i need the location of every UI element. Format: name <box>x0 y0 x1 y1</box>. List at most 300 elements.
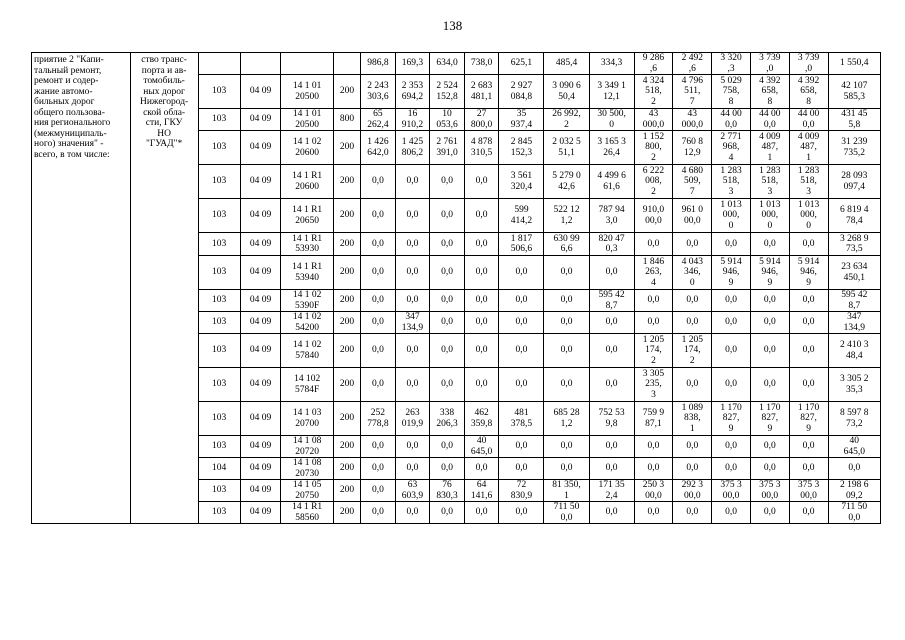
cell-value: 04 09 <box>249 463 272 474</box>
cell-value: 44 00 0,0 <box>720 109 742 130</box>
table-cell <box>789 75 828 109</box>
table-cell <box>198 368 240 402</box>
cell-value: 14 1 R1 58560 <box>292 502 323 523</box>
table-cell <box>544 458 589 480</box>
table-cell <box>544 75 589 109</box>
table-cell <box>333 53 360 75</box>
table-cell <box>430 368 465 402</box>
cell-value: 35 937,4 <box>510 109 533 130</box>
table-cell <box>589 109 634 131</box>
table-cell <box>589 131 634 165</box>
cell-value: 1 283 518, 3 <box>720 165 742 197</box>
table-cell <box>464 334 499 368</box>
cell-value: 169,3 <box>401 58 424 69</box>
table-cell <box>789 109 828 131</box>
table-cell <box>499 312 544 334</box>
table-cell <box>361 368 396 402</box>
cell-value: 0,0 <box>605 441 618 452</box>
table-cell <box>281 402 333 436</box>
table-cell <box>395 53 430 75</box>
cell-value: 0,0 <box>515 267 528 278</box>
page-number: 138 <box>442 18 463 33</box>
table-cell <box>712 502 751 524</box>
table-cell <box>240 290 281 312</box>
table-cell <box>499 480 544 502</box>
table-cell <box>789 256 828 290</box>
table-cell <box>240 402 281 436</box>
table-cell <box>634 290 673 312</box>
cell-value: 630 99 6,6 <box>553 233 580 254</box>
cell-value: 5 914 946, 9 <box>797 256 820 288</box>
table-cell <box>333 502 360 524</box>
table-cell <box>634 480 673 502</box>
table-cell <box>333 75 360 109</box>
table-cell <box>544 480 589 502</box>
cell-value: 3 268 9 73,5 <box>840 233 869 254</box>
table-cell <box>589 436 634 458</box>
cell-value: 14 1 03 20700 <box>292 408 322 429</box>
cell-value: 14 1 08 20730 <box>292 458 322 479</box>
table-cell <box>750 109 789 131</box>
cell-value: 595 42 8,7 <box>598 290 625 311</box>
table-cell <box>673 131 712 165</box>
table-cell <box>544 312 589 334</box>
table-cell <box>281 458 333 480</box>
table-cell <box>281 502 333 524</box>
cell-value: 5 914 946, 9 <box>759 256 781 288</box>
table-cell <box>464 199 499 233</box>
table-cell <box>464 458 499 480</box>
cell-value: 04 09 <box>249 379 272 390</box>
total-row <box>32 53 881 75</box>
cell-value: 200 <box>339 317 355 328</box>
cell-value: 1 170 827, 9 <box>797 402 820 434</box>
cell-value: 04 09 <box>249 507 272 518</box>
cell-value: 0,0 <box>725 507 737 518</box>
table-cell <box>198 109 240 131</box>
table-cell <box>544 290 589 312</box>
table-cell <box>634 256 673 290</box>
cell-value: 0,0 <box>515 295 528 306</box>
table-cell <box>430 312 465 334</box>
table-cell <box>712 199 751 233</box>
cell-value: 30 500, 0 <box>597 109 626 130</box>
table-cell <box>712 75 751 109</box>
table-cell <box>634 165 673 199</box>
table-cell <box>589 334 634 368</box>
cell-value: 0,0 <box>475 295 488 306</box>
cell-value: 200 <box>339 507 355 518</box>
table-cell <box>750 131 789 165</box>
cell-value: 263 019,9 <box>401 408 424 429</box>
cell-value: 04 09 <box>249 345 272 356</box>
cell-value: 14 1 R1 53930 <box>292 233 323 254</box>
cell-value: 0,0 <box>406 295 419 306</box>
cell-value: 0,0 <box>406 176 419 187</box>
table-cell <box>589 165 634 199</box>
cell-value: 43 000,0 <box>642 109 665 130</box>
table-cell <box>634 131 673 165</box>
table-cell <box>828 233 881 256</box>
cell-value: 4 796 511, 7 <box>681 75 703 107</box>
cell-value: 0,0 <box>515 463 528 474</box>
table-cell <box>281 233 333 256</box>
cell-value: 0,0 <box>605 317 618 328</box>
cell-value: 65 262,4 <box>367 109 389 130</box>
table-cell <box>712 334 751 368</box>
table-cell <box>333 458 360 480</box>
table-cell <box>789 233 828 256</box>
table-cell <box>634 312 673 334</box>
table-cell <box>589 290 634 312</box>
table-cell <box>673 480 712 502</box>
table-cell <box>198 334 240 368</box>
table-cell <box>673 165 712 199</box>
table-cell <box>712 402 751 436</box>
table-cell <box>828 165 881 199</box>
table-cell <box>712 290 751 312</box>
table-cell <box>828 458 881 480</box>
table-cell <box>198 436 240 458</box>
cell-value: 1 283 518, 3 <box>759 165 781 197</box>
table-cell <box>361 199 396 233</box>
cell-value: 0,0 <box>763 295 776 306</box>
table-cell <box>789 334 828 368</box>
cell-value: 3 739 ,0 <box>759 53 781 74</box>
cell-value: 3 349 1 12,1 <box>597 81 626 102</box>
cell-value: 200 <box>339 441 355 452</box>
table-cell <box>544 233 589 256</box>
cell-value: 0,0 <box>475 267 488 278</box>
table-cell <box>281 334 333 368</box>
table-cell <box>499 502 544 524</box>
cell-value: 23 634 450,1 <box>841 262 868 283</box>
table-cell <box>333 109 360 131</box>
cell-value: 0,0 <box>802 379 815 390</box>
table-cell <box>198 53 240 75</box>
table-cell <box>281 368 333 402</box>
table-cell <box>198 502 240 524</box>
table-cell <box>828 402 881 436</box>
cell-value: 200 <box>339 379 355 390</box>
table-cell <box>828 368 881 402</box>
cell-value: 103 <box>211 210 227 221</box>
cell-value: 14 102 5784F <box>294 374 321 395</box>
cell-value: 2 492 ,6 <box>681 53 703 74</box>
table-cell <box>712 312 751 334</box>
table-cell <box>240 436 281 458</box>
cell-value: 28 093 097,4 <box>841 171 868 192</box>
cell-value: 2 771 968, 4 <box>720 131 742 163</box>
cell-value: 14 1 08 20720 <box>292 436 322 457</box>
table-cell <box>750 165 789 199</box>
table-cell <box>333 131 360 165</box>
table-cell <box>198 256 240 290</box>
cell-value: 711 50 0,0 <box>841 502 868 523</box>
table-cell <box>789 368 828 402</box>
cell-value: 2 032 5 51,1 <box>552 137 581 158</box>
cell-value: 910,0 00,0 <box>642 205 665 226</box>
cell-value: 103 <box>211 507 227 518</box>
cell-value: 0,0 <box>802 295 815 306</box>
cell-value: 0,0 <box>441 379 453 390</box>
cell-value: 04 09 <box>249 142 272 153</box>
table-cell <box>673 312 712 334</box>
cell-value: 0,0 <box>515 345 528 356</box>
cell-value: 0,0 <box>441 210 453 221</box>
cell-value: 0,0 <box>371 463 384 474</box>
cell-value: 14 1 01 20500 <box>292 81 322 102</box>
cell-value: 1 013 000, 0 <box>797 199 820 231</box>
table-cell <box>464 256 499 290</box>
table-cell <box>589 502 634 524</box>
cell-value: 0,0 <box>406 507 419 518</box>
table-cell <box>750 312 789 334</box>
table-cell <box>198 290 240 312</box>
table-cell <box>544 199 589 233</box>
cell-value: 42 107 585,3 <box>841 81 868 102</box>
cell-value: 103 <box>211 86 227 97</box>
table-cell <box>333 256 360 290</box>
table-cell <box>430 480 465 502</box>
table-cell <box>634 502 673 524</box>
cell-value: 0,0 <box>441 345 453 356</box>
cell-value: 14 1 R1 20600 <box>292 171 323 192</box>
table-cell <box>673 436 712 458</box>
cell-value: 14 1 01 20500 <box>292 109 322 130</box>
table-cell <box>499 290 544 312</box>
cell-value: 759 9 87,1 <box>642 408 665 429</box>
table-cell <box>712 165 751 199</box>
cell-value: 5 279 0 42,6 <box>552 171 581 192</box>
cell-value: 0,0 <box>802 441 815 452</box>
table-cell <box>828 334 881 368</box>
cell-value: 4 680 509, 7 <box>681 165 703 197</box>
cell-value: 0,0 <box>371 295 384 306</box>
table-cell <box>828 109 881 131</box>
table-cell <box>544 53 589 75</box>
cell-value: 0,0 <box>725 463 737 474</box>
cell-value: 6 819 4 78,4 <box>840 205 869 226</box>
table-cell <box>589 312 634 334</box>
cell-value: 200 <box>339 176 355 187</box>
cell-value: 4 392 658, 8 <box>759 75 781 107</box>
table-cell <box>544 502 589 524</box>
cell-value: 0,0 <box>371 441 384 452</box>
table-cell <box>240 368 281 402</box>
table-cell <box>198 199 240 233</box>
cell-value: 0,0 <box>371 345 384 356</box>
cell-value: 0,0 <box>725 317 737 328</box>
table-cell <box>464 165 499 199</box>
table-cell <box>634 368 673 402</box>
cell-value: 752 53 9,8 <box>598 408 625 429</box>
cell-value: 0,0 <box>371 317 384 328</box>
table-cell <box>464 402 499 436</box>
cell-value: 0,0 <box>441 176 453 187</box>
cell-value: 200 <box>339 86 355 97</box>
cell-value: 10 053,6 <box>436 109 458 130</box>
cell-value: 961 0 00,0 <box>681 205 703 226</box>
table-cell <box>361 109 396 131</box>
cell-value: 0,0 <box>406 267 419 278</box>
cell-value: 0,0 <box>647 441 660 452</box>
cell-value: 200 <box>339 345 355 356</box>
cell-value: 0,0 <box>686 238 699 249</box>
cell-value: 1 205 174, 2 <box>681 334 703 366</box>
table-cell <box>673 199 712 233</box>
cell-value: 485,4 <box>555 58 578 69</box>
cell-value: 0,0 <box>560 463 573 474</box>
cell-value: 0,0 <box>441 295 453 306</box>
cell-value: 103 <box>211 142 227 153</box>
cell-value: 0,0 <box>763 507 776 518</box>
table-cell <box>750 199 789 233</box>
table-cell <box>499 75 544 109</box>
table-cell <box>544 368 589 402</box>
cell-value: 103 <box>211 114 227 125</box>
cell-value: 14 1 R1 20650 <box>292 205 323 226</box>
cell-value: 0,0 <box>802 463 815 474</box>
cell-value: 0,0 <box>406 441 419 452</box>
cell-value: 14 1 02 54200 <box>292 312 322 333</box>
table-cell <box>828 53 881 75</box>
table-cell <box>281 256 333 290</box>
cell-value: 4 878 310,5 <box>470 137 493 158</box>
cell-value: 0,0 <box>515 441 528 452</box>
cell-value: 252 778,8 <box>367 408 389 429</box>
table-cell <box>828 480 881 502</box>
cell-value: 0,0 <box>441 267 453 278</box>
table-cell <box>464 75 499 109</box>
table-cell <box>464 436 499 458</box>
table-cell <box>361 480 396 502</box>
cell-value: 103 <box>211 317 227 328</box>
cell-value: 0,0 <box>647 238 660 249</box>
table-cell <box>395 165 430 199</box>
cell-value: 200 <box>339 210 355 221</box>
cell-value: 171 35 2,4 <box>598 480 625 501</box>
table-cell <box>789 199 828 233</box>
cell-value: 820 47 0,3 <box>598 233 625 254</box>
table-cell <box>634 53 673 75</box>
cell-value: 595 42 8,7 <box>841 290 868 311</box>
cell-value: 1 013 000, 0 <box>759 199 781 231</box>
cell-value: 14 1 05 20750 <box>292 480 322 501</box>
cell-value: 4 043 346, 0 <box>681 256 703 288</box>
table-cell <box>828 199 881 233</box>
table-cell <box>544 334 589 368</box>
table-cell <box>333 368 360 402</box>
cell-value: 0,0 <box>647 317 660 328</box>
cell-value: 0,0 <box>725 238 737 249</box>
table-cell <box>333 165 360 199</box>
cell-value: 4 392 658, 8 <box>797 75 820 107</box>
table-cell <box>240 109 281 131</box>
table-cell <box>750 502 789 524</box>
table-cell <box>361 502 396 524</box>
cell-value: 0,0 <box>686 379 699 390</box>
table-cell <box>673 233 712 256</box>
table-cell <box>499 334 544 368</box>
table-cell <box>499 109 544 131</box>
table-cell <box>395 368 430 402</box>
table-cell <box>395 75 430 109</box>
cell-value: 1 170 827, 9 <box>720 402 742 434</box>
table-cell <box>395 312 430 334</box>
table-cell <box>240 334 281 368</box>
table-cell <box>750 334 789 368</box>
table-cell <box>361 233 396 256</box>
table-cell <box>430 402 465 436</box>
table-cell <box>828 312 881 334</box>
cell-value: 27 800,0 <box>470 109 493 130</box>
cell-value: 625,1 <box>510 58 533 69</box>
table-cell <box>499 368 544 402</box>
cell-value: 0,0 <box>725 295 737 306</box>
cell-value: 0,0 <box>560 317 573 328</box>
cell-value: 5 914 946, 9 <box>720 256 742 288</box>
cell-value: 200 <box>339 463 355 474</box>
cell-value: 334,3 <box>600 58 623 69</box>
cell-value: 04 09 <box>249 317 272 328</box>
cell-value: 522 12 1,2 <box>553 205 580 226</box>
cell-value: 1 170 827, 9 <box>759 402 781 434</box>
table-cell <box>430 436 465 458</box>
table-cell <box>712 256 751 290</box>
cell-value: 1 817 506,6 <box>510 233 533 254</box>
table-cell <box>789 458 828 480</box>
cell-value: 481 378,5 <box>510 408 533 429</box>
cell-value: 0,0 <box>475 507 488 518</box>
table-cell <box>634 436 673 458</box>
cell-value: 63 603,9 <box>401 480 424 501</box>
table-cell <box>789 131 828 165</box>
cell-value: 4 009 487, 1 <box>759 131 781 163</box>
cell-value: 431 45 5,8 <box>841 109 868 130</box>
table-cell <box>789 436 828 458</box>
cell-value: 103 <box>211 267 227 278</box>
table-cell <box>634 334 673 368</box>
cell-value: 0,0 <box>371 176 384 187</box>
cell-value: 375 3 00,0 <box>720 480 742 501</box>
table-cell <box>589 256 634 290</box>
cell-value: 760 8 12,9 <box>681 137 703 158</box>
cell-value: 292 3 00,0 <box>681 480 703 501</box>
cell-value: 634,0 <box>436 58 458 69</box>
table-cell <box>789 165 828 199</box>
table-cell <box>712 436 751 458</box>
cell-value: 0,0 <box>371 507 384 518</box>
table-cell <box>395 334 430 368</box>
cell-value: 0,0 <box>686 441 699 452</box>
table-cell <box>499 165 544 199</box>
cell-value: 3 739 ,0 <box>797 53 820 74</box>
cell-value: 1 283 518, 3 <box>797 165 820 197</box>
table-cell <box>240 53 281 75</box>
cell-value: 0,0 <box>371 267 384 278</box>
cell-value: 4 009 487, 1 <box>797 131 820 163</box>
table-cell <box>240 233 281 256</box>
table-cell <box>240 480 281 502</box>
table-cell <box>750 402 789 436</box>
cell-value: 462 359,8 <box>470 408 493 429</box>
cell-value: 0,0 <box>406 210 419 221</box>
table-cell <box>750 436 789 458</box>
cell-value: 2 198 6 09,2 <box>840 480 869 501</box>
cell-value: 2 524 152,8 <box>436 81 458 102</box>
cell-value: 64 141,6 <box>470 480 493 501</box>
